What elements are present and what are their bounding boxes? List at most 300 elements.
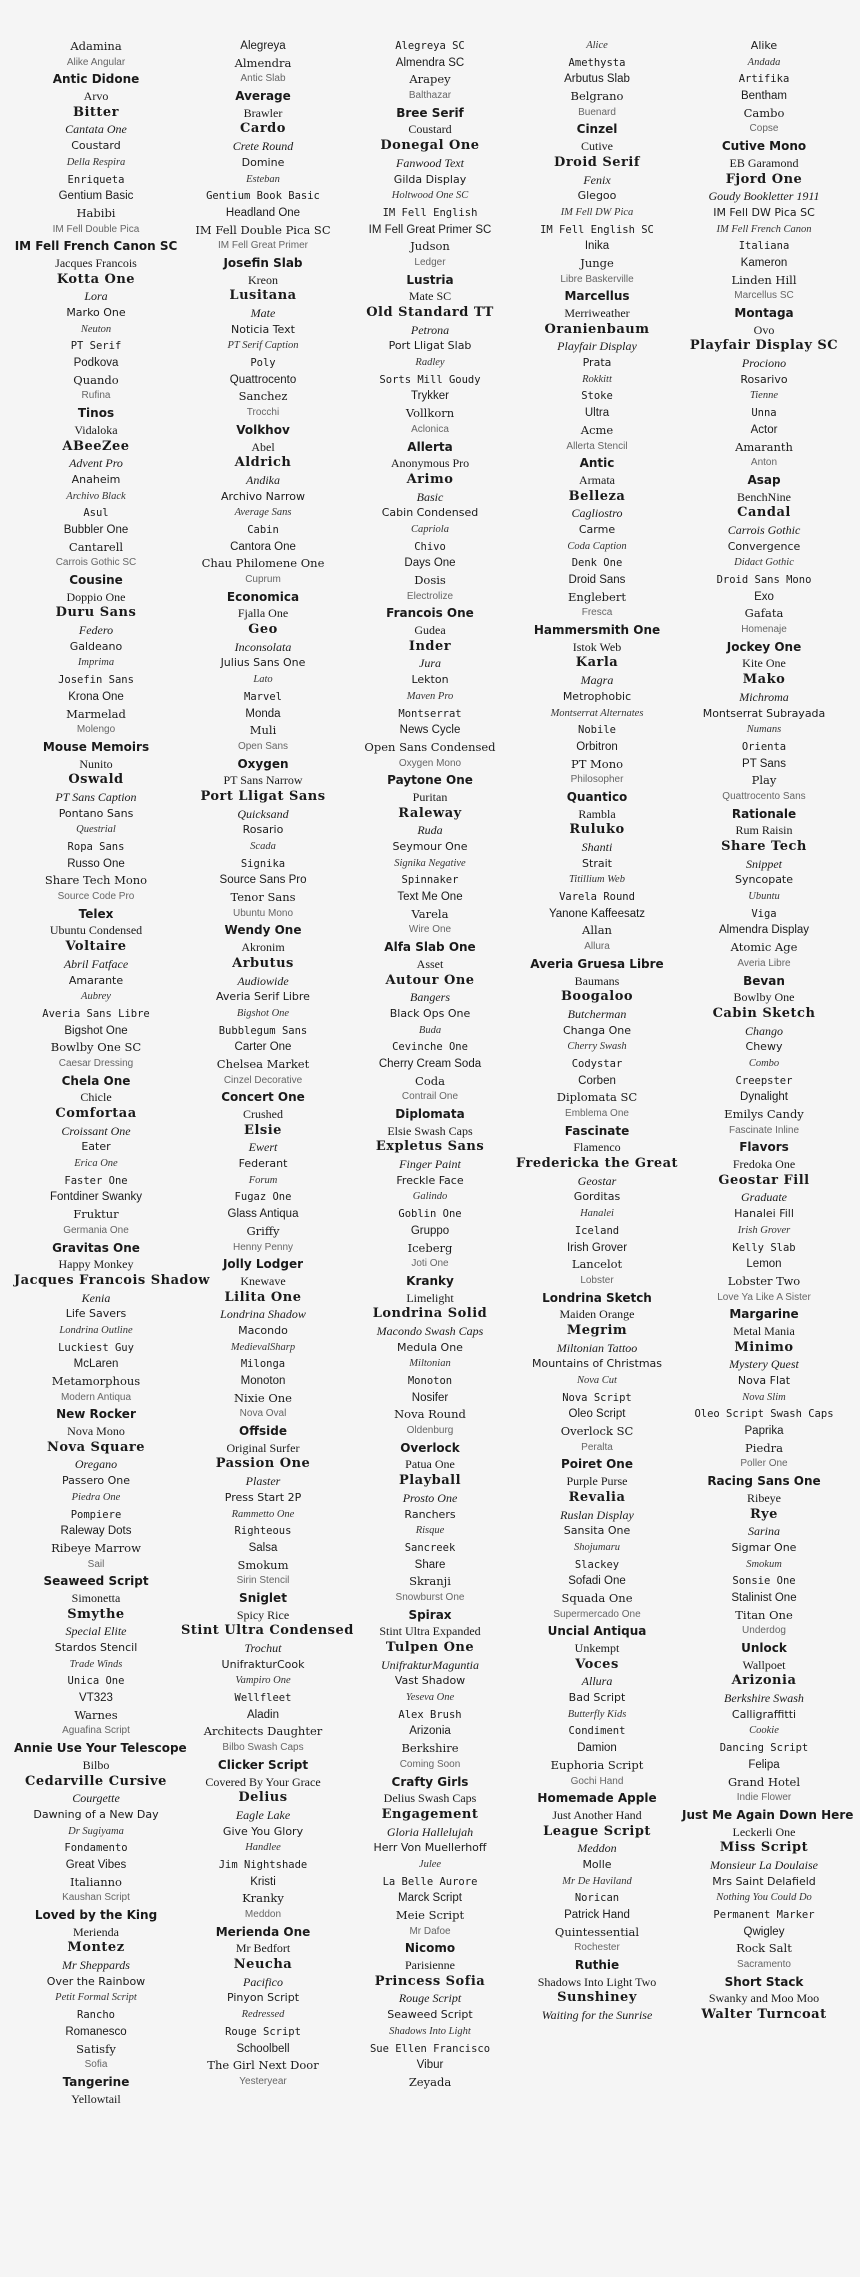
font-name-sample: Anonymous Pro	[390, 456, 470, 471]
font-name-sample: Trykker	[411, 390, 449, 403]
font-name-sample: Sancreek	[404, 1541, 456, 1554]
font-name-sample: Gloria Hallelujah	[386, 1824, 474, 1839]
font-name-sample: MedievalSharp	[230, 1341, 296, 1353]
font-name-sample: Ovo	[753, 322, 775, 337]
font-name-sample: PT Sans	[742, 757, 786, 770]
font-name-sample: Dynalight	[740, 1091, 788, 1104]
font-name-sample: Yellowtail	[71, 2091, 121, 2106]
font-name-sample: Oldenburg	[406, 1425, 454, 1437]
font-name-sample: Vollkorn	[405, 406, 455, 421]
font-name-sample: Lobster	[580, 1274, 614, 1286]
font-name-sample: Minimo	[734, 1339, 794, 1355]
font-name-sample: Asap	[747, 472, 781, 487]
font-name-sample: Monoton	[240, 1375, 286, 1387]
font-name-sample: McLaren	[73, 1358, 119, 1371]
font-name-sample: Seaweed Script	[387, 2008, 473, 2022]
font-name-sample: Volkhov	[236, 422, 290, 437]
font-name-sample: Bigshot One	[64, 1024, 128, 1037]
font-name-sample: Peralta	[581, 1441, 613, 1453]
font-name-sample: Damion	[577, 1742, 617, 1755]
font-name-sample: Seaweed Script	[43, 1574, 149, 1589]
font-name-sample: Joti One	[411, 1258, 449, 1270]
font-name-sample: Bevan	[743, 973, 785, 988]
font-name-sample: Macondo Swash Caps	[376, 1323, 484, 1338]
font-name-sample: Russo One	[67, 857, 125, 870]
font-name-sample: Share Tech Mono	[44, 873, 148, 888]
font-name-sample: Unkempt	[574, 1641, 620, 1655]
font-name-sample: Bubblegum Sans	[218, 1024, 308, 1037]
font-name-sample: Quantico	[566, 789, 628, 804]
font-name-sample: Denk One	[571, 557, 623, 570]
font-name-sample: Stoke	[581, 390, 613, 403]
font-name-sample: Bubbler One	[63, 523, 129, 536]
font-name-sample: Droid Sans	[568, 574, 626, 586]
font-name-sample: Wallpoet	[742, 1657, 786, 1672]
font-name-sample: Droid Sans Mono	[716, 574, 812, 586]
font-name-sample: Prata	[582, 356, 612, 370]
font-name-sample: BenchNine	[737, 489, 791, 504]
font-name-sample: Graduate	[741, 1190, 787, 1205]
font-name-sample: Arbutus Slab	[564, 73, 630, 86]
font-name-sample: Architects Daughter	[203, 1724, 323, 1739]
font-name-sample: Stint Ultra Condensed	[181, 1623, 354, 1639]
font-name-sample: Holtwood One SC	[391, 190, 469, 202]
font-name-sample: Average	[235, 89, 291, 104]
font-name-sample: Goblin One	[398, 1208, 462, 1221]
font-name-sample: Piedra One	[71, 1491, 121, 1503]
font-name-sample: Gochi Hand	[570, 1775, 624, 1787]
font-name-sample: Milonga	[240, 1358, 286, 1371]
font-name-sample: Annie Use Your Telescope	[14, 1741, 187, 1756]
font-name-sample: Antic Didone	[52, 72, 140, 87]
font-name-sample: Schoolbell	[236, 2042, 290, 2055]
font-name-sample: Marko One	[66, 306, 126, 319]
font-name-sample: Rammetto One	[231, 1508, 295, 1520]
font-name-sample: Quintessential	[554, 1924, 640, 1939]
font-name-sample: Poly	[250, 357, 276, 370]
font-name-sample: Seymour One	[392, 840, 468, 853]
font-name-sample: Creepster	[735, 1074, 793, 1087]
font-name-sample: Kameron	[740, 256, 788, 269]
font-name-sample: Righteous	[234, 1525, 292, 1538]
font-name-sample: Rochester	[574, 1942, 620, 1954]
font-name-sample: Rock Salt	[736, 1941, 792, 1956]
font-name-sample: Mako	[742, 672, 786, 688]
font-name-sample: Unna	[751, 407, 777, 420]
font-name-sample: Homemade Apple	[537, 1791, 657, 1806]
font-name-sample: Forum	[248, 1174, 278, 1186]
font-name-sample: Original Surfer	[226, 1440, 300, 1455]
font-name-sample: ABeeZee	[62, 438, 130, 454]
font-name-sample: Supermercado One	[553, 1608, 641, 1620]
font-name-sample: Istok Web	[572, 639, 622, 654]
font-name-sample: Slackey	[574, 1558, 620, 1571]
font-name-sample: Sorts Mill Goudy	[379, 373, 481, 386]
font-name-sample: Flavors	[739, 1140, 789, 1155]
font-name-sample: Port Lligat Slab	[388, 339, 472, 353]
font-name-sample: Prociono	[741, 356, 787, 371]
font-name-sample: Varela Round	[559, 891, 635, 904]
font-name-sample: Mr De Haviland	[562, 1875, 632, 1887]
font-name-sample: Petrona	[410, 322, 450, 337]
font-name-sample: Cinzel	[576, 122, 618, 137]
font-name-sample: Sail	[87, 1558, 105, 1570]
font-name-sample: Condiment	[568, 1725, 626, 1738]
font-name-sample: Miltonian	[409, 1358, 451, 1370]
font-name-sample: Rye	[750, 1506, 778, 1522]
font-name-sample: Petit Formal Script	[55, 1992, 137, 2004]
font-name-sample: Balthazar	[408, 90, 452, 102]
font-name-sample: Mr Bedfort	[235, 1941, 291, 1956]
font-name-sample: Source Sans Pro	[219, 874, 307, 887]
font-name-sample: Share Tech	[721, 839, 807, 854]
font-name-sample: Bilbo	[82, 1757, 110, 1772]
font-name-sample: Inika	[584, 240, 610, 253]
font-name-sample: Amethysta	[568, 56, 626, 69]
font-name-sample: Advent Pro	[69, 456, 123, 471]
font-name-sample: Allura	[581, 1674, 613, 1689]
font-name-sample: Ubuntu Condensed	[49, 923, 143, 938]
font-name-sample: Lora	[84, 289, 108, 304]
font-name-sample: Tinos	[77, 406, 115, 421]
font-name-sample: Arizonia	[731, 1673, 797, 1689]
font-name-sample: Smokum	[746, 1558, 782, 1570]
font-name-sample: Londrina Sketch	[542, 1290, 652, 1305]
font-name-sample: Nova Round	[394, 1407, 466, 1422]
font-name-sample: Ruluko	[569, 822, 625, 838]
font-name-sample: Fresca	[581, 607, 613, 619]
font-name-sample: Dawning of a New Day	[33, 1807, 159, 1821]
font-name-sample: Signika	[240, 857, 286, 870]
font-name-sample: Quando	[73, 372, 119, 387]
font-name-sample: Alike	[750, 39, 778, 52]
font-name-sample: Meie Script	[395, 1908, 465, 1922]
font-name-sample: Warnes	[74, 1707, 118, 1722]
font-name-sample: Lancelot	[571, 1257, 623, 1272]
font-name-sample: Open Sans Condensed	[364, 739, 496, 754]
font-name-sample: IM Fell Great Primer SC	[368, 223, 492, 236]
font-name-sample: Ewert	[248, 1140, 278, 1155]
font-name-sample: Butcherman	[567, 1006, 627, 1021]
font-name-sample: Arapey	[409, 72, 451, 87]
font-name-sample: Candal	[737, 505, 791, 521]
font-name-sample: Arvo	[83, 89, 109, 104]
font-name-sample: UnifrakturCook	[221, 1657, 305, 1671]
font-name-sample: IM Fell French Canon	[716, 223, 812, 235]
font-name-sample: Trocchi	[246, 407, 280, 419]
font-name-sample: Boogaloo	[560, 989, 634, 1005]
font-name-sample: Salsa	[248, 1541, 278, 1554]
font-name-sample: Loved by the King	[34, 1908, 158, 1922]
font-name-sample: Buda	[418, 1024, 442, 1036]
font-name-sample: PT Mono	[570, 756, 624, 771]
font-name-sample: Tenor Sans	[230, 890, 296, 905]
font-name-sample: Monda	[245, 707, 281, 720]
font-name-sample: Quattrocento	[229, 373, 297, 386]
font-name-sample: Neuton	[80, 323, 112, 335]
font-name-sample: Offside	[239, 1424, 287, 1439]
font-name-sample: Raleway Dots	[60, 1525, 132, 1538]
font-name-sample: Shadows Into Light	[389, 2025, 471, 2037]
font-name-sample: Hanalei Fill	[734, 1207, 794, 1221]
font-name-sample: Snowburst One	[395, 1591, 465, 1603]
font-name-sample: Wellfleet	[234, 1692, 292, 1705]
font-name-sample: Pompiere	[70, 1508, 122, 1521]
font-name-sample: PT Serif	[70, 340, 122, 353]
font-name-sample: News Cycle	[399, 724, 461, 737]
font-column-5	[682, 38, 854, 2107]
font-name-sample: Cambo	[743, 105, 785, 120]
font-name-sample: Duru Sans	[55, 605, 137, 621]
font-name-sample: Fascinate	[564, 1123, 630, 1138]
font-name-sample: Crushed	[243, 1107, 283, 1121]
font-name-sample: Jacques Francois Shadow	[14, 1272, 210, 1288]
font-name-sample: Cabin	[247, 523, 279, 536]
font-name-sample: Fredericka the Great	[515, 1156, 679, 1172]
font-name-sample: IM Fell French Canon SC	[14, 239, 178, 254]
font-name-sample: Shojumaru	[573, 1541, 621, 1553]
font-name-sample: Eagle Lake	[235, 1807, 291, 1822]
font-name-sample: Carrois Gothic SC	[55, 557, 137, 569]
font-name-sample: Life Savers	[65, 1307, 127, 1321]
font-name-sample: Quicksand	[237, 806, 289, 821]
font-name-sample: Irish Grover	[737, 1224, 791, 1236]
font-name-sample: Oswald	[68, 772, 124, 788]
font-name-sample: Ranchers	[404, 1507, 456, 1521]
font-name-sample: Averia Sans Libre	[42, 1007, 150, 1020]
font-name-sample: Cedarville Cursive	[25, 1773, 167, 1789]
font-name-sample: Lekton	[411, 673, 449, 687]
font-name-sample: Audiowide	[237, 973, 289, 988]
font-name-sample: Oleo Script Swash Caps	[694, 1408, 834, 1421]
font-name-sample: Signika Negative	[394, 857, 466, 869]
font-name-sample: Yeseva One	[405, 1692, 455, 1704]
font-name-sample: Bad Script	[568, 1691, 626, 1705]
font-name-sample: Didact Gothic	[734, 557, 794, 569]
font-name-sample: Montserrat Subrayada	[702, 706, 826, 720]
font-name-sample: Federant	[238, 1157, 288, 1171]
font-name-sample: Gilda Display	[393, 172, 467, 186]
font-name-sample: Lustria	[406, 272, 454, 287]
font-name-sample: Libre Baskerville	[560, 273, 634, 285]
font-name-sample: Inconsolata	[234, 639, 292, 654]
font-name-sample: Mountains of Christmas	[531, 1357, 663, 1371]
font-name-sample: Snippet	[746, 856, 782, 871]
font-name-sample: Average Sans	[234, 507, 292, 519]
font-name-sample: Monsieur La Doulaise	[710, 1857, 818, 1872]
font-name-sample: Mr Sheppards	[62, 1958, 130, 1973]
font-name-sample: Acme	[580, 422, 614, 437]
font-name-sample: Coming Soon	[399, 1758, 461, 1770]
font-name-sample: Luckiest Guy	[58, 1341, 134, 1354]
font-name-sample: Cutive Mono	[721, 139, 807, 154]
font-name-sample: Codystar	[571, 1057, 623, 1070]
font-column-2	[181, 38, 354, 2107]
font-name-sample: Cherry Swash	[567, 1041, 627, 1053]
font-name-sample: Vidaloka	[74, 422, 118, 437]
font-name-sample: Calligraffitti	[731, 1707, 797, 1721]
font-name-sample: Doppio One	[66, 589, 126, 604]
font-name-sample: Exo	[754, 590, 774, 603]
font-name-sample: Aladin	[247, 1708, 279, 1721]
font-name-sample: Gruppo	[410, 1224, 450, 1237]
font-name-sample: Stalinist One	[731, 1591, 797, 1604]
font-name-sample: Lobster Two	[727, 1273, 801, 1288]
font-name-sample: Merienda One	[215, 1924, 311, 1939]
font-name-sample: Just Me Again Down Here	[682, 1807, 854, 1822]
font-name-sample: Linden Hill	[731, 272, 797, 287]
font-name-sample: Basic	[416, 489, 444, 504]
font-name-sample: Josefin Slab	[223, 255, 303, 270]
font-name-sample: Irish Grover	[566, 1241, 628, 1254]
font-name-sample: Brawler	[243, 105, 283, 120]
font-name-sample: Redressed	[241, 2009, 285, 2021]
font-name-sample: PT Sans Narrow	[223, 773, 303, 788]
font-name-sample: Chelsea Market	[216, 1056, 310, 1071]
font-name-sample: Archivo Narrow	[221, 489, 305, 503]
font-name-sample: Special Elite	[65, 1624, 127, 1639]
font-name-sample: Squada One	[561, 1590, 633, 1605]
font-name-sample: Berkshire Swash	[724, 1691, 804, 1706]
font-name-sample: Shadows Into Light Two	[537, 1974, 657, 1989]
font-name-sample: Freckle Face	[396, 1173, 464, 1187]
font-name-sample: Raleway	[398, 805, 462, 821]
font-name-sample: Erica One	[74, 1158, 118, 1170]
font-name-sample: Alegreya	[240, 40, 286, 52]
font-name-sample: Engagement	[381, 1806, 479, 1822]
font-name-sample: IM Fell English SC	[540, 223, 654, 236]
font-name-sample: Ledger	[414, 256, 446, 268]
font-name-sample: Glegoo	[577, 189, 617, 203]
font-name-sample: Merienda	[73, 1924, 119, 1939]
font-name-sample: Nova Slim	[742, 1391, 786, 1403]
font-name-sample: Patrick Hand	[564, 1909, 630, 1921]
font-name-sample: Meddon	[577, 1841, 617, 1856]
font-name-sample: Miss Script	[719, 1840, 809, 1856]
font-name-sample: Abel	[251, 439, 275, 454]
font-name-sample: Rancho	[77, 2009, 115, 2022]
font-name-sample: Actor	[750, 423, 778, 436]
font-name-sample: Love Ya Like A Sister	[717, 1291, 811, 1303]
font-name-sample: Finger Paint	[399, 1157, 461, 1172]
font-name-sample: Fontdiner Swanky	[49, 1191, 143, 1204]
font-name-sample: Mr Dafoe	[409, 1925, 451, 1937]
font-name-sample: Magra	[580, 673, 614, 688]
font-name-sample: Smokum	[237, 1557, 289, 1572]
font-name-sample: Sonsie One	[732, 1575, 796, 1588]
font-name-sample: Share	[414, 1558, 446, 1571]
font-name-sample: Playfair Display	[557, 339, 637, 354]
font-name-sample: Asset	[416, 956, 444, 971]
font-name-sample: Crafty Girls	[391, 1774, 469, 1789]
font-name-sample: Text Me One	[397, 891, 463, 904]
font-name-sample: Expletus Sans	[375, 1139, 485, 1155]
font-name-sample: IM Fell Double Pica SC	[195, 222, 331, 237]
font-name-sample: Esteban	[246, 173, 280, 185]
font-name-sample: Orbitron	[576, 740, 618, 753]
font-name-sample: Kristi	[250, 1875, 276, 1888]
font-name-sample: Cookie	[749, 1725, 779, 1737]
font-name-sample: Tulpen One	[385, 1640, 475, 1655]
font-name-sample: Geostar	[577, 1173, 617, 1188]
font-name-sample: Simonetta	[71, 1590, 121, 1605]
font-name-sample: Titillium Web	[569, 874, 625, 886]
font-name-sample: Prosto One	[402, 1490, 458, 1505]
font-name-sample: Fjord One	[725, 171, 803, 187]
font-name-sample: Zeyada	[408, 2074, 452, 2089]
font-name-sample: Arizonia	[409, 1725, 451, 1738]
font-name-sample: Shanti	[581, 840, 613, 854]
font-name-sample: Chivo	[414, 540, 446, 553]
font-name-sample: Contrail One	[401, 1091, 459, 1103]
font-name-sample: Diplomata SC	[556, 1090, 638, 1105]
font-name-sample: Ubuntu	[748, 891, 780, 903]
font-name-sample: Rationale	[731, 806, 797, 821]
font-name-sample: Marmelad	[66, 706, 126, 721]
font-name-sample: Metrophobic	[562, 689, 632, 703]
font-name-sample: Alfa Slab One	[384, 940, 476, 955]
font-name-sample: Merriweather	[564, 306, 630, 320]
font-name-sample: Molengo	[76, 724, 116, 736]
font-name-sample: Ultra	[584, 407, 610, 420]
font-name-sample: Coustard	[408, 122, 452, 137]
font-name-sample: Fenix	[583, 172, 611, 187]
font-name-sample: Baumans	[574, 973, 620, 988]
font-name-sample: Antic Slab	[240, 73, 286, 85]
font-name-sample: Alike Angular	[66, 56, 126, 68]
font-name-sample: Racing Sans One	[707, 1474, 821, 1489]
font-name-sample: Trade Winds	[69, 1658, 123, 1670]
font-name-sample: Cinzel Decorative	[223, 1074, 303, 1086]
font-name-sample: Anaheim	[71, 472, 121, 486]
font-name-sample: Mouse Memoirs	[42, 739, 150, 754]
font-name-sample: Rouge Script	[398, 1991, 462, 2006]
font-name-sample: PT Serif Caption	[227, 340, 299, 352]
font-name-sample: Almendra	[234, 55, 292, 70]
font-name-sample: Overlock	[400, 1440, 460, 1455]
font-name-sample: EB Garamond	[729, 155, 799, 170]
font-name-sample: Alegreya SC	[395, 40, 465, 52]
font-name-sample: PT Sans Caption	[55, 789, 137, 804]
font-name-sample: Unica One	[67, 1675, 125, 1688]
font-name-sample: Ribeye	[747, 1490, 781, 1505]
font-name-sample: Aubrey	[81, 991, 111, 1003]
font-name-sample: Nova Flat	[737, 1374, 791, 1387]
font-name-sample: Lemon	[746, 1258, 782, 1271]
font-name-sample: Patua One	[405, 1457, 455, 1472]
font-name-sample: Averia Gruesa Libre	[530, 956, 664, 971]
font-name-sample: Lato	[253, 674, 273, 686]
font-name-sample: Kenia	[81, 1290, 111, 1305]
font-name-sample: Hanalei	[580, 1208, 614, 1220]
font-name-sample: Artifika	[738, 73, 790, 86]
font-name-sample: Spicy Rice	[236, 1607, 290, 1622]
font-name-sample: Passero One	[61, 1474, 130, 1488]
font-name-sample: Old Standard TT	[366, 305, 494, 320]
font-name-sample: Skranji	[409, 1574, 451, 1589]
font-name-sample: Cardo	[240, 121, 286, 137]
font-name-sample: Days One	[404, 557, 456, 570]
font-name-sample: Kranky	[242, 1891, 284, 1906]
font-name-sample: Nosifer	[411, 1391, 449, 1404]
font-name-sample: Montserrat	[398, 707, 462, 720]
font-name-sample: Delius	[238, 1790, 288, 1806]
font-name-sample: Carter One	[234, 1041, 292, 1054]
font-name-sample: Vast Shadow	[394, 1674, 466, 1688]
font-name-sample: Berkshire	[401, 1741, 459, 1756]
font-name-sample: Meddon	[244, 1909, 282, 1920]
font-name-sample: Bree Serif	[396, 105, 464, 120]
